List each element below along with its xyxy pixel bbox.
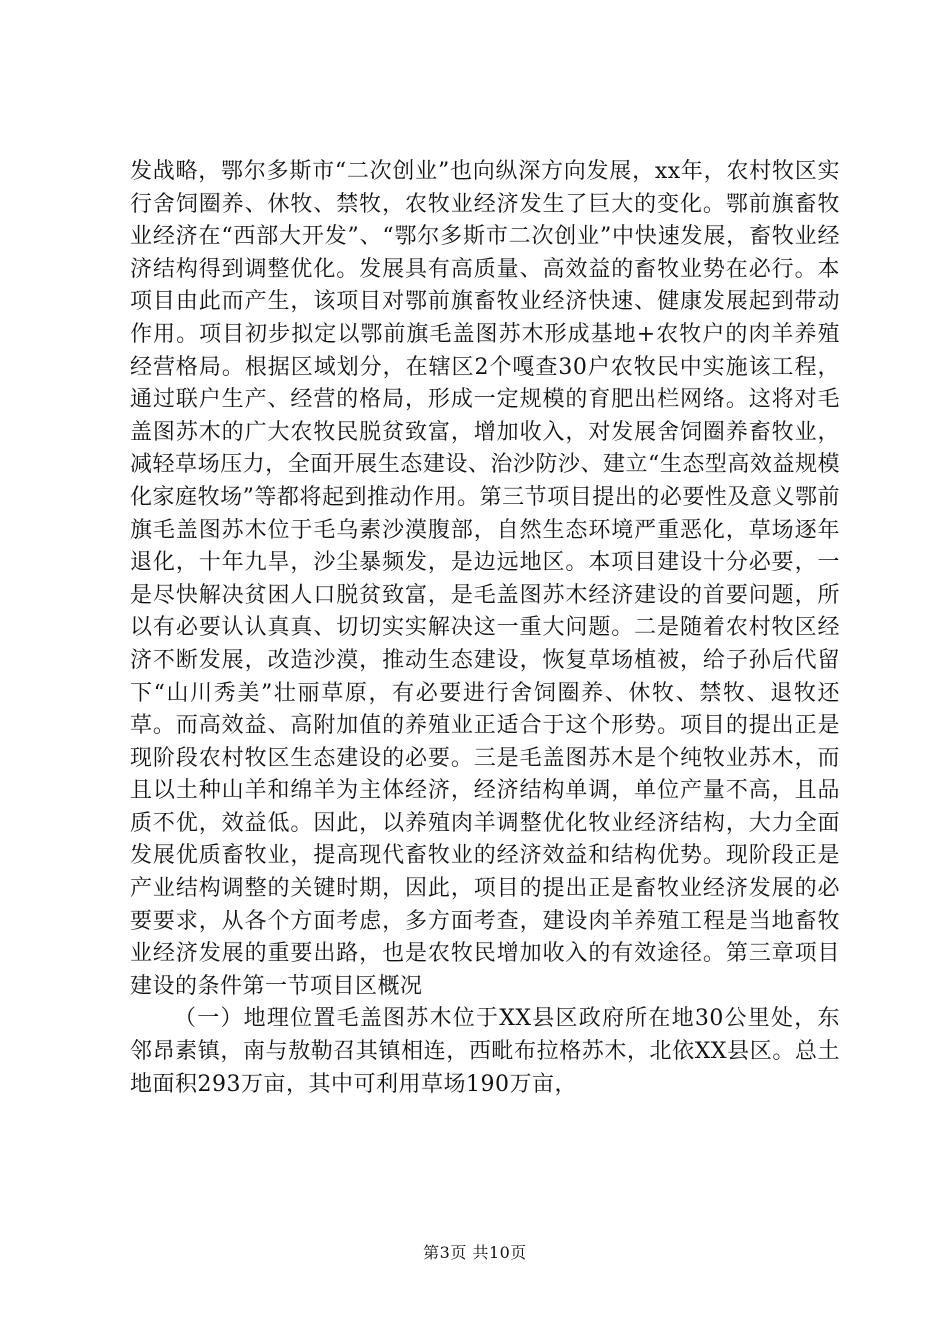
paragraph-continued: 发战略，鄂尔多斯市“二次创业”也向纵深方向发展，xx年，农村牧区实行舍饲圈养、休牧、禁牧，农牧业经济发生了巨大的变化。鄂前旗畜牧业经济在“西部大开发”、“鄂尔多斯市二次创业”中快速发展，畜牧业经济结构得到调整优化。发展具有高质量、高效益的畜牧业势在必行。本项目由此而产生，该项目对鄂前旗畜牧业经济快速、健康发展起到带动作用。项目初步拟定以鄂前旗毛盖图苏木形成基地+农牧户的肉羊养殖经营格局。根据区域划分，在辖区2个嘎查30户农牧民中实施该工程，通过联户生产、经营的格局，形成一定规模的育肥出栏网络。这将对毛盖图苏木的广大农牧民脱贫致富，增加收入，对发展舍饲圈养畜牧业，减轻草场压力，全面开展生态建设、治沙防沙、建立“生态型高效益规模化家庭牧场”等都将起到推动作用。第三节项目提出的必要性及意义鄂前旗毛盖图苏木位于毛乌素沙漠腹部，自然生态环境严重恶化，草场逐年退化，十年九旱，沙尘暴频发，是边远地区。本项目建设十分必要，一是尽快解决贫困人口脱贫致富，是毛盖图苏木经济建设的首要问题，所以有必要认认真真、切切实实解决这一重大问题。二是随着农村牧区经济不断发展，改造沙漠，推动生态建设，恢复草场植被，给子孙后代留下“山川秀美”壮丽草原，有必要进行舍饲圈养、休牧、禁牧、退牧还草。而高效益、高附加值的养殖业正适合于这个形势。项目的提出正是现阶段农村牧区生态建设的必要。三是毛盖图苏木是个纯牧业苏木，而且以土种山羊和绵羊为主体经济，经济结构单调，单位产量不高，且品质不优，效益低。因此，以养殖肉羊调整优化牧业经济结构，大力全面发展优质畜牧业，提高现代畜牧业的经济效益和结构优势。现阶段正是产业结构调整的关键时期，因此，项目的提出正是畜牧业经济发展的必要要求，从各个方面考虑，多方面考查，建设肉羊养殖工程是当地畜牧业经济发展的重要出路，也是农牧民增加收入的有效途径。第三章项目建设的条件第一节项目区概况 (130, 159, 840, 999)
document-body (130, 156, 840, 1101)
paragraph-geography: （一）地理位置毛盖图苏木位于XX县区政府所在地30公里处，东邻昂素镇，南与敖勒召其镇相连，西毗布拉格苏木，北依XX县区。总土地面积293万亩，其中可利用草场190万亩， (130, 1006, 840, 1097)
page-footer: 第3页 共10页 (423, 1243, 527, 1262)
